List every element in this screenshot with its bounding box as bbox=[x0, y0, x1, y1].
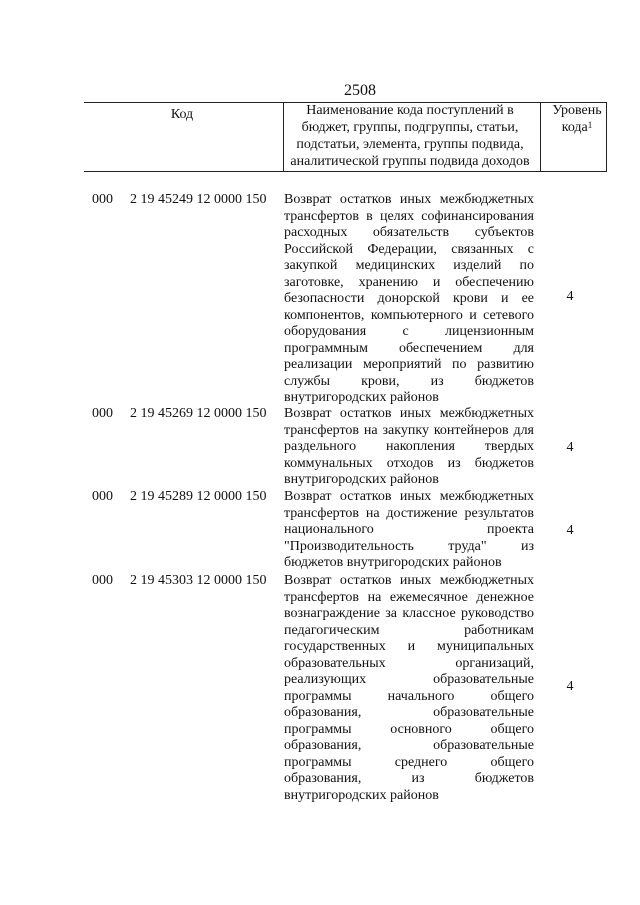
header-level-line2 bbox=[542, 119, 612, 136]
row-name bbox=[284, 406, 534, 489]
row-admin-code: 000 bbox=[92, 406, 113, 421]
row-name-line: Российской Федерации, связанных с bbox=[284, 241, 534, 257]
page-number: 2508 bbox=[344, 82, 376, 99]
table-row bbox=[0, 489, 640, 573]
row-name-line: национального проекта bbox=[284, 522, 534, 537]
row-name-line: бюджетов внутригородских районов bbox=[284, 555, 502, 570]
row-name-line: компонентов, компьютерного и сетевого bbox=[284, 307, 534, 323]
table-row bbox=[0, 573, 640, 807]
row-name-line: государственных и муниципальных bbox=[284, 639, 534, 654]
row-admin-code: 000 bbox=[92, 489, 113, 504]
row-name bbox=[284, 489, 534, 572]
header-name-line: Наименование кода поступлений в bbox=[306, 103, 514, 118]
row-income-code: 2 19 45269 12 0000 150 bbox=[130, 406, 267, 421]
table-row bbox=[0, 192, 640, 408]
row-name-line: Возврат остатков иных межбюджетных bbox=[284, 406, 534, 421]
row-name-line: программным обеспечением для bbox=[284, 340, 534, 356]
row-name-line: "Производительность труда" из bbox=[284, 538, 534, 554]
row-name-line: коммунальных отходов из бюджетов bbox=[284, 455, 534, 471]
row-name bbox=[284, 573, 534, 804]
row-name-line: трансфертов на закупку контейнеров для bbox=[284, 422, 534, 438]
row-level: 4 bbox=[566, 679, 574, 694]
row-name-line: внутригородских районов bbox=[284, 787, 439, 803]
row-name-line: трансфертов в целях софинансирования bbox=[284, 208, 534, 224]
row-name-line: образования, из бюджетов bbox=[284, 771, 534, 786]
row-name-line: трансфертов на ежемесячное денежное bbox=[284, 589, 534, 605]
row-name-line: реализации мероприятий по развитию bbox=[284, 357, 534, 372]
row-name-line: Возврат остатков иных межбюджетных bbox=[284, 192, 534, 207]
row-admin-code: 000 bbox=[92, 573, 113, 588]
row-name-line: внутригородских районов bbox=[284, 390, 439, 405]
row-level: 4 bbox=[566, 523, 574, 538]
header-level-line1: Уровень bbox=[552, 103, 602, 118]
row-level: 4 bbox=[566, 440, 574, 455]
row-name-line: внутригородских районов bbox=[284, 472, 439, 487]
row-name-line: оборудования с лицензионным bbox=[284, 324, 534, 339]
row-name-line: службы крови, из бюджетов bbox=[284, 373, 534, 389]
row-name-line: расходных обязательств субъектов bbox=[284, 225, 534, 240]
header-level bbox=[542, 102, 612, 170]
row-name-line: закупкой медицинских изделий по bbox=[284, 258, 534, 273]
header-code: Код bbox=[170, 107, 194, 122]
row-name-line: раздельного накопления твердых bbox=[284, 439, 534, 454]
row-name-line: Возврат остатков иных межбюджетных bbox=[284, 573, 534, 588]
row-name-line: педагогическим работникам bbox=[284, 622, 534, 638]
row-name-line: реализующих образовательные bbox=[284, 672, 534, 687]
table-row bbox=[0, 406, 640, 490]
row-income-code: 2 19 45249 12 0000 150 bbox=[130, 192, 267, 207]
row-name-line: программы начального общего bbox=[284, 688, 534, 704]
row-level: 4 bbox=[566, 289, 574, 304]
row-name-line: вознаграждение за классное руководство bbox=[284, 606, 534, 621]
row-admin-code: 000 bbox=[92, 192, 113, 207]
row-name-line: образования, образовательные bbox=[284, 705, 534, 720]
header-level-footnote: 1 bbox=[587, 120, 593, 130]
header-name-line: подстатьи, элемента, группы подвида, bbox=[296, 137, 524, 152]
row-income-code: 2 19 45289 12 0000 150 bbox=[130, 489, 267, 504]
row-name-line: заготовке, хранению и обеспечению bbox=[284, 274, 534, 290]
header-name-line: аналитической группы подвида доходов bbox=[290, 154, 530, 169]
row-income-code: 2 19 45303 12 0000 150 bbox=[130, 573, 267, 588]
header-name-line: бюджет, группы, подгруппы, статьи, bbox=[301, 120, 519, 135]
row-name-line: образования, образовательные bbox=[284, 738, 534, 753]
row-name bbox=[284, 192, 534, 407]
header-name bbox=[284, 102, 536, 170]
row-name-line: программы среднего общего bbox=[284, 754, 534, 770]
header-level-text: кода bbox=[561, 120, 588, 135]
row-name-line: трансфертов на достижение результатов bbox=[284, 505, 534, 521]
header-divider-name-level bbox=[540, 102, 541, 172]
row-name-line: безопасности донорской крови и ее bbox=[284, 291, 534, 306]
row-name-line: программы основного общего bbox=[284, 721, 534, 737]
row-name-line: Возврат остатков иных межбюджетных bbox=[284, 489, 534, 504]
row-name-line: образовательных организаций, bbox=[284, 655, 534, 671]
